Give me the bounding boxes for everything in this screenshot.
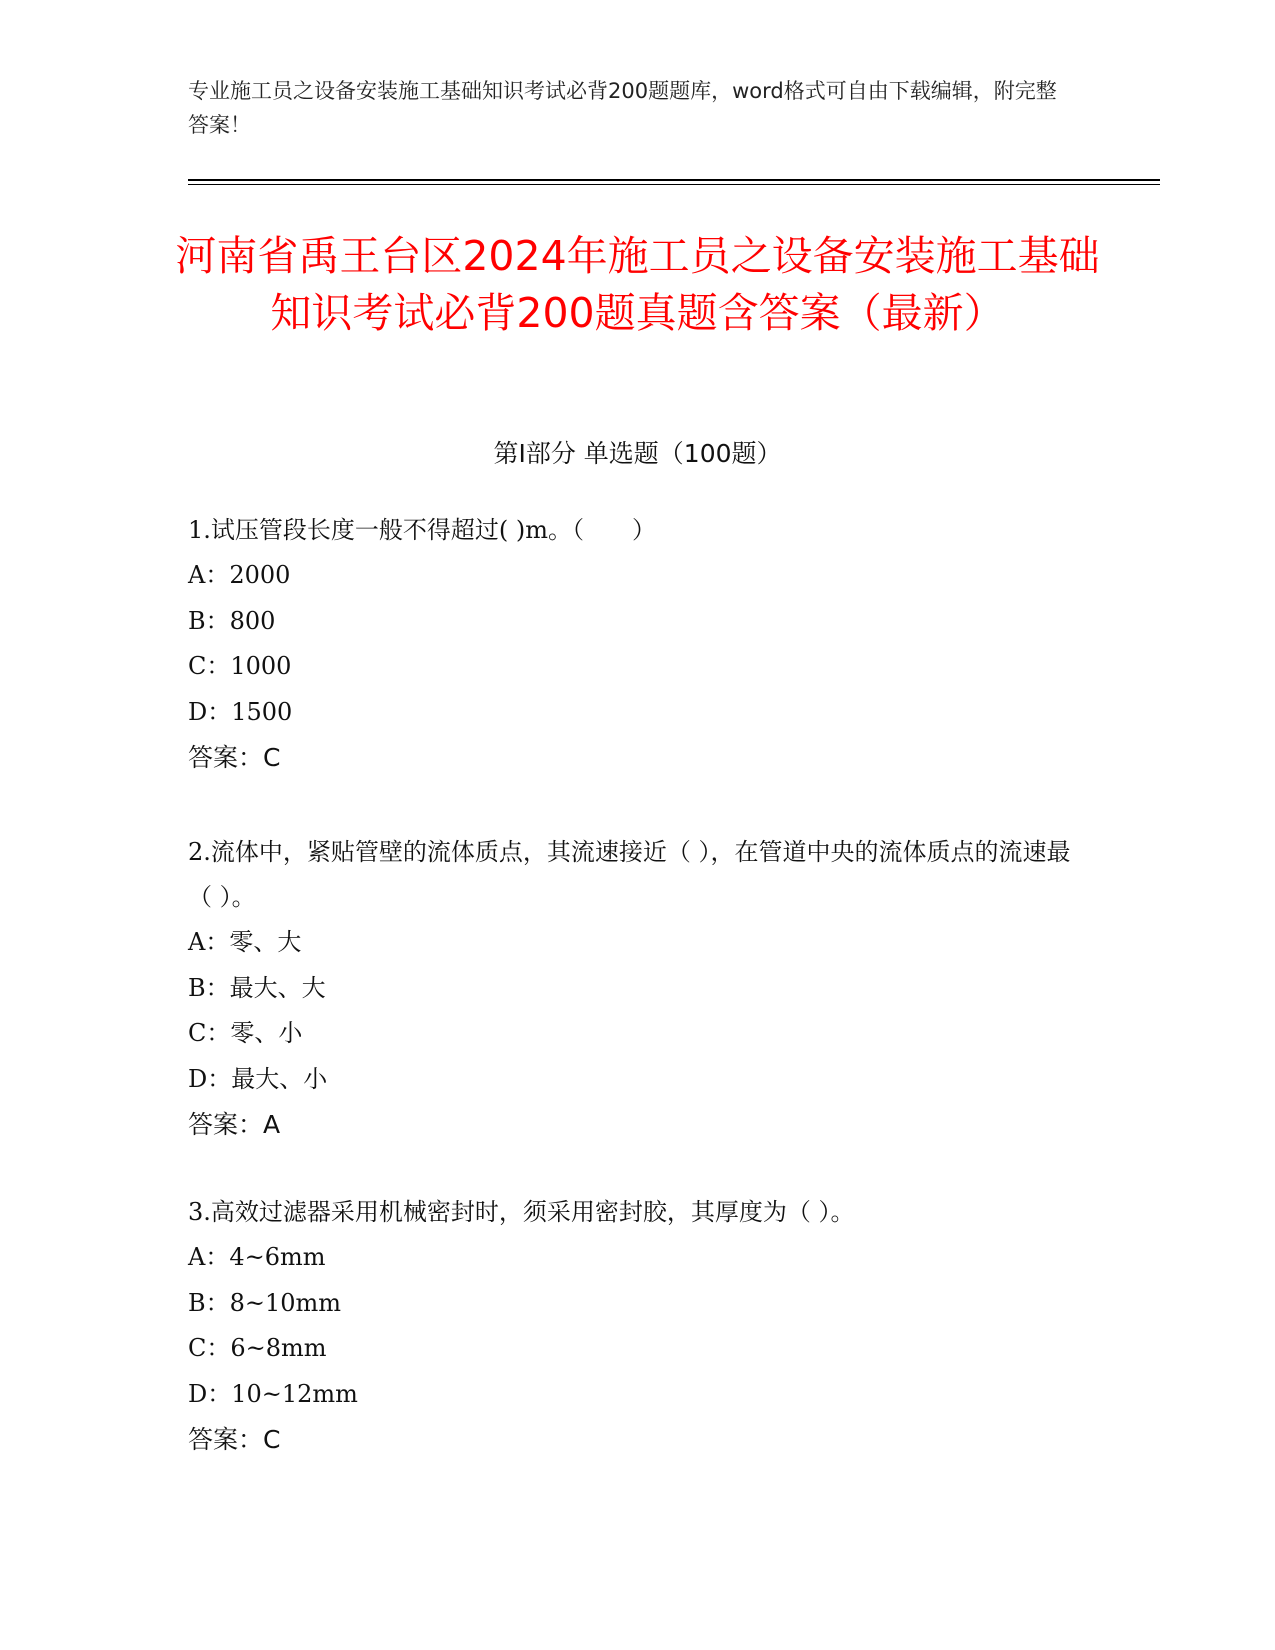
option-b: B：最大、大 — [188, 973, 326, 1002]
question-1 — [188, 508, 1088, 781]
option-d: D：10~12mm — [188, 1379, 358, 1408]
header-note: 专业施工员之设备安装施工基础知识考试必背200题题库，word格式可自由下载编辑，附完整答案！ — [188, 79, 1057, 137]
question-stem: 3.高效过滤器采用机械密封时，须采用密封胶，其厚度为（ ）。 — [188, 1198, 855, 1226]
answer: 答案：A — [188, 1110, 281, 1139]
option-c: C：1000 — [188, 652, 292, 680]
option-b: B：800 — [188, 606, 276, 635]
option-c: C：6~8mm — [188, 1334, 327, 1362]
answer: 答案：C — [188, 743, 281, 772]
question-stem: 2.流体中，紧贴管壁的流体质点，其流速接近（ ），在管道中央的流体质点的流速最（ ）。 — [188, 838, 1071, 911]
question-stem: 1.试压管段长度一般不得超过( )m。（ ） — [188, 516, 657, 544]
header-rule-thin — [188, 184, 1160, 185]
question-3 — [188, 1190, 1088, 1463]
header-rule-thick — [188, 179, 1160, 181]
option-a: A：零、大 — [188, 928, 302, 956]
option-b: B：8~10mm — [188, 1288, 342, 1317]
option-a: A：2000 — [188, 561, 291, 589]
option-d: D：最大、小 — [188, 1064, 328, 1093]
document-title: 河南省禹王台区2024年施工员之设备安装施工基础知识考试必背200题真题含答案（最新） — [175, 232, 1100, 337]
question-2 — [188, 830, 1088, 1148]
option-d: D：1500 — [188, 697, 293, 726]
answer: 答案：C — [188, 1425, 281, 1454]
option-c: C：零、小 — [188, 1019, 303, 1047]
option-a: A：4~6mm — [188, 1243, 326, 1271]
section-heading: 第I部分 单选题（100题） — [493, 439, 782, 468]
